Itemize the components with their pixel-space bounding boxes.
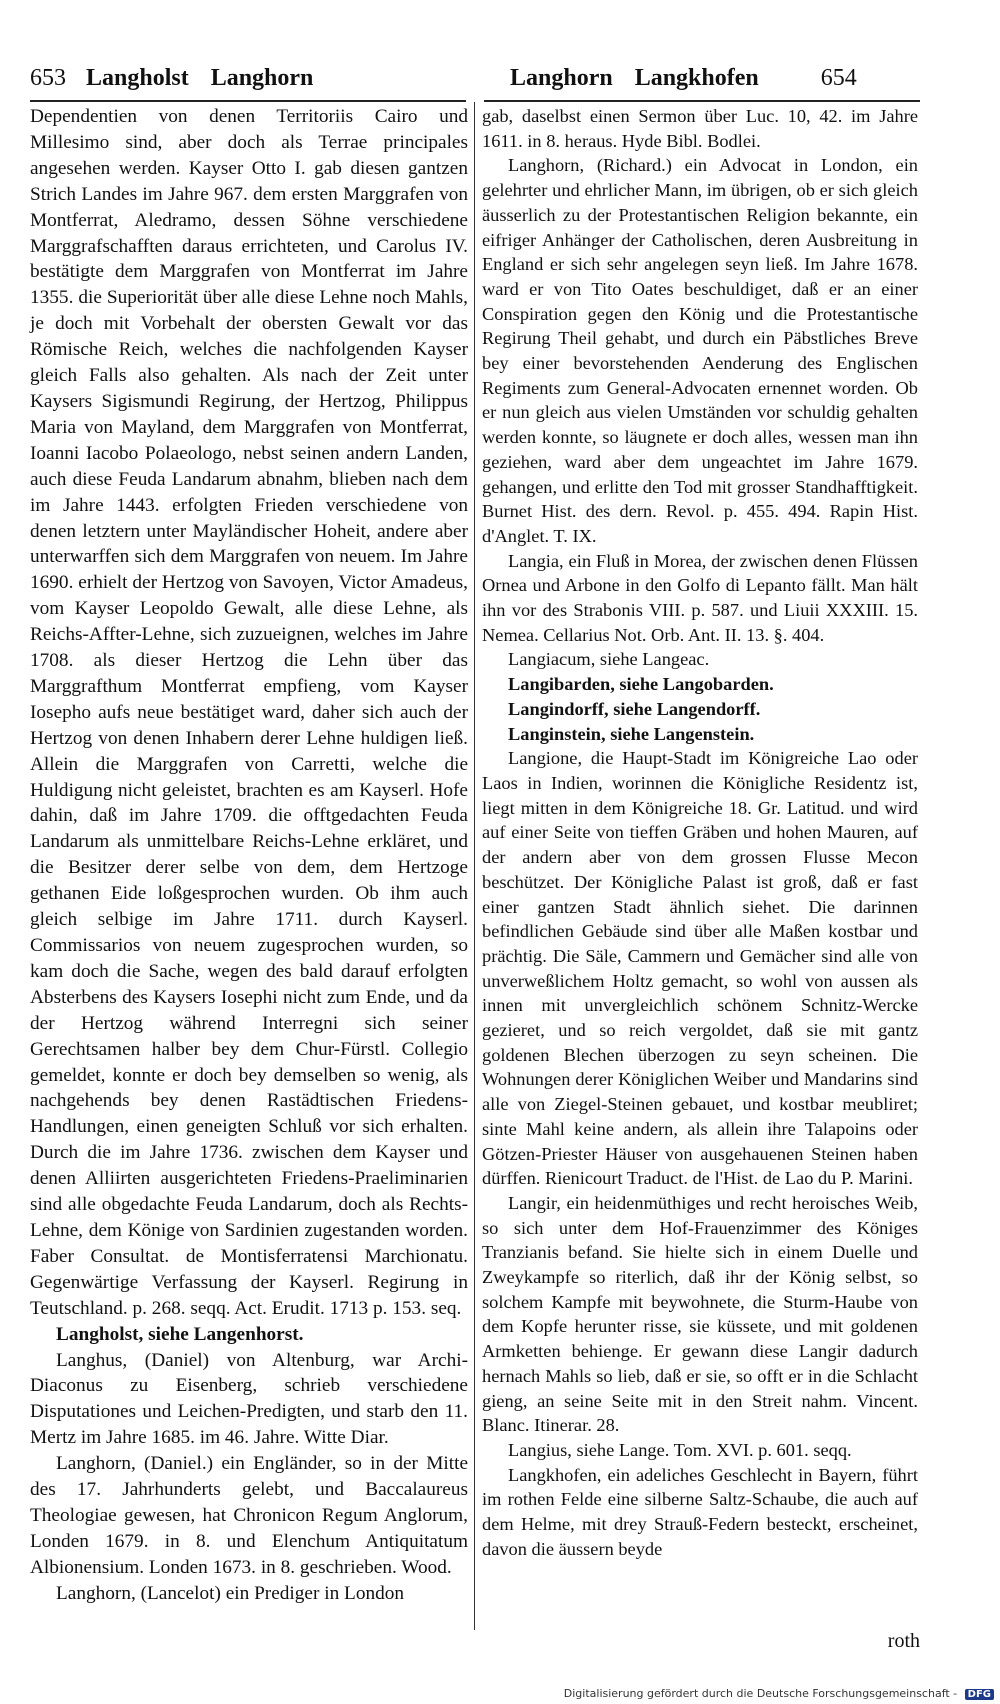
entry-paragraph: Langinstein, siehe Langenstein. [508, 723, 755, 744]
entry-paragraph: gab, daselbst einen Sermon über Luc. 10, 42. im Jahre 1611. in 8. heraus. Hyde Bibl. Bodlei. [482, 106, 918, 151]
left-column [30, 104, 468, 1607]
entry-paragraph: Langhorn, (Daniel.) ein Engländer, so in der Mitte des 17. Jahrhunderts gelebt, und Baccalaureus Theologiae gewesen, hat Chronicon Regum Anglorum, Londen 1679. in 8. und Elenchum Antiquitatum Albionensium. Londen 1673. in 8. geschrieben. Wood. [30, 1453, 468, 1578]
header-left [30, 58, 470, 98]
entry-paragraph: Langiacum, siehe Langeac. [508, 649, 710, 670]
entry-paragraph: Langholst, siehe Langenhorst. [56, 1323, 304, 1345]
entry-paragraph: Dependentien von denen Territoriis Cairo und Millesimo sind, aber doch als Terrae principales angesehen werden. Kayser Otto I. gab diesen gantzen Strich Landes im Jahre 967. dem ersten Marggrafen von Montferrat, Aledramo, dessen Söhne verschiedene Marggrafschafften daraus errichteten, und Carolus IV. bestätigte dem Marggrafen von Montferrat im Jahre 1355. die Superiorität über alle diese Lehne noch Mahls, je doch mit Vorbehalt der obersten Gewalt vor das Römische Reich, welches die nachfolgenden Kayser gleich Falls also gehalten. Als nach der Zeit unter Kaysers Sigismundi Regirung, der Hertzog, Philippus Maria von Mayland, dem Marggrafen von Montferrat, Ioanni Iacobo Polaeologo, nebst seinen andern Landen, auch diese Feuda Landarum abnahm, blieben nach dem im Jahre 1443. erfolgten Frieden verschiedene von denen letztern unter Mayländischer Hoheit, andere aber unterwarffen sich dem Marggrafen von neuem. Im Jahre 1690. erhielt der Hertzog von Savoyen, Victor Amadeus, vom Kayser Leopoldo Gewalt, alle diese Lehne, als Reichs-Affter-Lehne, sich zuzueignen, welches im Jahre 1708. als dieser Hertzog die Lehn über das Marggrafthum Montferrat empfieng, vom Kayser Iosepho aufs neue bestätiget ward, daher sich auch der Hertzog von denen Inhabern derer Lehne huldigen ließ. Allein die Marggrafen von Carretti, welche die Huldigung nicht geleistet, brachten es am Kayserl. Hofe dahin, daß im Jahre 1709. die offtgedachten Feuda Landarum als unmittelbare Reichs-Lehne erkläret, und die Besitzer derer selbe von dem, dem Hertzoge gethanen Eide loßgesprochen wurden. Ob ihm auch gleich selbige im Jahre 1711. durch Kayserl. Commissarios von neuem zugesprochen wurden, so kam doch die Sache, wegen des bald darauf erfolgten Absterbens des Kaysers Iosephi nicht zum Ende, und da der Hertzog während Interregni sich seiner Gerechtsamen halber bey dem Chur-Fürstl. Collegio gemeldet, konnte er doch bey demselben so wenig, als nachgehends bey denen Rastädtischen Friedens-Handlungen, einen geneigten Schluß vor sich erhalten. Durch die im Jahre 1736. zwischen dem Kayser und denen Alliirten ausgerichteten Friedens-Praeliminarien sind alle obgedachte Feuda Landarum, doch als Rechts-Lehne, dem Könige von Sardinien zugestanden worden. Faber Consultat. de Montisferratensi Marchionatu. Gegenwärtige Verfassung der Kayserl. Regirung in Teutschland. p. 268. seqq. Act. Erudit. 1713 p. 153. seq. [30, 106, 468, 1319]
entry-paragraph: Langia, ein Fluß in Morea, der zwischen denen Flüssen Ornea und Arbone in den Golfo di Lepanto fällt. Man hält ihn vor des Strabonis VIII. p. 587. und Liuii XXXIII. 15. Nemea. Cellarius Not. Orb. Ant. II. 13. §. 404. [482, 550, 918, 645]
right-headword-2: Langkhofen [634, 65, 759, 91]
entry-paragraph: Langione, die Haupt-Stadt im Königreiche Lao oder Laos in Indien, worinnen die Königliche Residentz ist, liegt mitten in dem Königreiche 18. Gr. Latitud. und wird auf einer Seite von tieffen Gräben und hohen Mauren, auf der andern aber von dem grossen Flusse Mecon beschützet. Der Königliche Palast ist groß, daß er fast einer gantzen Stadt ähnlich siehet. Die darinnen befindlichen Gebäude sind über alle Maßen kostbar und prächtig. Die Säle, Cammern und Gemächer sind alle von unverweßlichem Holtz gemacht, so wohl von aussen als innen mit unvergleichlich schönem Schnitz-Wercke gezieret, und so reich vergoldet, daß sie mit gantz goldenen Blechen überzogen zu seyn scheinen. Die Wohnungen derer Königlichen Weiber und Mandarins sind alle von Ziegel-Steinen gebauet, und kostbar meubliret; sinte Mahl keine andern, als allein ihre Talapoins oder Götzen-Priester Häuser von ausgehauenen Steinen haben dürffen. Rienicourt Traduct. de l'Hist. de Lao du P. Marini. [482, 748, 918, 1189]
entry-paragraph: Langhorn, (Lancelot) ein Prediger in London [56, 1582, 405, 1604]
entry-paragraph: Langindorff, siehe Langendorff. [508, 698, 761, 719]
header-right [510, 58, 950, 98]
header-rule-right [484, 100, 920, 102]
entry-paragraph: Langius, siehe Lange. Tom. XVI. p. 601. seqq. [508, 1439, 852, 1460]
left-headword-2: Langhorn [210, 65, 314, 91]
right-headword-1: Langhorn [510, 65, 613, 91]
dfg-logo: DFG [965, 1689, 994, 1700]
left-page-number: 653 [30, 65, 66, 91]
right-page-number: 654 [820, 65, 857, 91]
catchword: roth [887, 1630, 920, 1652]
digitization-footer [564, 1687, 994, 1700]
right-column [482, 104, 918, 1561]
header-rule-left [30, 100, 466, 102]
column-separator [474, 102, 475, 1630]
entry-paragraph: Langibarden, siehe Langobarden. [508, 674, 774, 695]
entry-paragraph: Langkhofen, ein adeliches Geschlecht in Bayern, führt im rothen Felde eine silberne Saltz-Schaube, die auch auf dem Helme, mit drey Strauß-Federn besteckt, erscheinet, davon die äussern beyde [482, 1464, 918, 1559]
page-header [30, 58, 916, 98]
entry-paragraph: Langhorn, (Richard.) ein Advocat in London, ein gelehrter und ehrlicher Mann, im übrigen, ob er sich gleich äusserlich zu der Protestantischen Religion bekannte, ein eifriger Anhänger der Catholischen, deren Ausbreitung in England er sich sehr angelegen seyn ließ. Im Jahre 1678. ward er von Tito Oates beschuldiget, daß er an einer Conspiration gegen den König und die Protestantische Regirung Theil gehabt, und durch ein Päbstliches Breve bey einer bevorstehenden Aenderung des Englischen Regiments zum General-Advocaten ernennet worden. Ob er nun gleich aus vielen Umständen vor schuldig gehalten werden konnte, so läugnete er doch alles, wessen man ihn geziehen, ward aber dem ungeachtet im Jahre 1679. gehangen, und erlitte den Tod mit grosser Standhafftigkeit. Burnet Hist. des dern. Revol. p. 455. 494. Rapin Hist. d'Anglet. T. IX. [482, 155, 918, 546]
left-headword-1: Langholst [86, 65, 189, 91]
entry-paragraph: Langhus, (Daniel) von Altenburg, war Archi-Diaconus zu Eisenberg, schrieb verschiedene Disputationes und Leichen-Predigten, und starb den 11. Mertz im Jahre 1685. im 46. Jahre. Witte Diar. [30, 1349, 468, 1449]
footer-text: Digitalisierung gefördert durch die Deutsche Forschungsgemeinschaft - [563, 1687, 958, 1700]
entry-paragraph: Langir, ein heidenmüthiges und recht heroisches Weib, so sich unter dem Hof-Frauenzimmer des Königes Tranzianis befand. Sie hielte sich in einem Duelle und Zweykampfe so riterlich, daß ihr der König selbst, so solchem Kampfe mit beywohnete, die Sturm-Haube von dem Kopfe herunter risse, sie küssete, und mit goldenen Armketten behienge. Er gewann diese Langir dadurch hernach Mahls so lieb, daß er sie, so offt er in die Schlacht gieng, an seine Seite mit in den Streit nahm. Vincent. Blanc. Itinerar. 28. [482, 1192, 918, 1436]
